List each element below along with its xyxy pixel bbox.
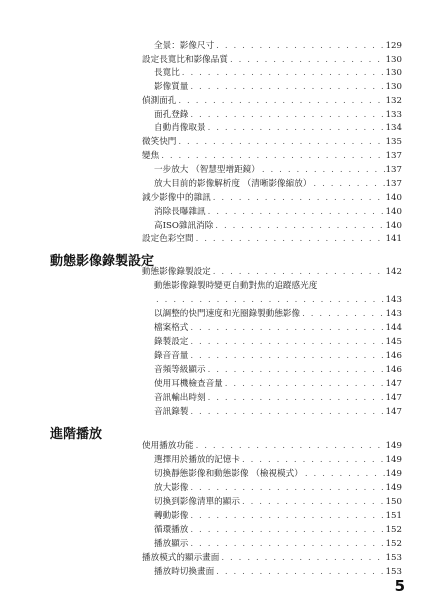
leader-dots — [180, 67, 386, 79]
toc-entry[interactable] — [142, 136, 402, 148]
toc-entry[interactable] — [154, 122, 402, 134]
toc-entry-page: 149 — [385, 469, 402, 479]
leader-dots — [260, 164, 386, 176]
toc-entry[interactable] — [154, 406, 402, 418]
toc-entry[interactable] — [142, 552, 402, 564]
toc-entry-title: 設定長寬比和影像品質 — [142, 55, 228, 65]
toc-entry-page: 145 — [385, 337, 402, 347]
leader-dots — [194, 440, 386, 452]
leader-dots — [188, 322, 385, 334]
toc-entry[interactable] — [142, 192, 402, 204]
toc-entry[interactable] — [154, 566, 402, 578]
toc-entry[interactable] — [154, 40, 402, 52]
toc-entry-title-wrapped[interactable]: 動態影像錄製時變更自動對焦的追蹤感光度 — [154, 281, 318, 291]
toc-entry-page: 149 — [385, 441, 402, 451]
leader-dots — [188, 336, 385, 348]
toc-entry[interactable] — [154, 294, 402, 306]
toc-entry-page: 130 — [385, 68, 402, 78]
toc-entry-title: 偵測面孔 — [142, 96, 177, 106]
leader-dots — [194, 233, 386, 245]
toc-entry-page: 135 — [385, 137, 402, 147]
toc-entry-title: 減少影像中的雜訊 — [142, 193, 211, 203]
toc-entry-title: 錄製設定 — [154, 337, 189, 347]
toc-entry-title: 切換靜態影像和動態影像 （檢視模式） — [154, 469, 303, 479]
toc-entry-title: 轉動影像 — [154, 511, 189, 521]
toc-entry-title: 循環播放 — [154, 525, 189, 535]
toc-entry-title: 播放時切換畫面 — [154, 567, 215, 577]
leader-dots — [188, 81, 385, 93]
toc-entry[interactable] — [154, 482, 402, 494]
toc-entry-title: 一步放大 （智慧型增距鏡） — [154, 165, 260, 175]
leader-dots — [188, 538, 385, 550]
leader-dots — [311, 178, 385, 190]
leader-dots — [240, 454, 386, 466]
toc-entry[interactable] — [154, 206, 402, 218]
toc-entry-page: 141 — [385, 234, 402, 244]
toc-entry-title: 播放模式的顯示畫面 — [142, 553, 220, 563]
toc-entry[interactable] — [154, 164, 402, 176]
toc-entry[interactable] — [154, 378, 402, 390]
toc-entry[interactable] — [142, 233, 402, 245]
toc-entry[interactable] — [154, 308, 402, 320]
toc-entry[interactable] — [154, 510, 402, 522]
leader-dots — [188, 482, 385, 494]
toc-entry[interactable] — [154, 468, 402, 480]
toc-entry-title: 放大目前的影像解析度 （清晰影像縮放） — [154, 179, 312, 189]
toc-entry-page: 150 — [385, 497, 402, 507]
toc-entry-page: 152 — [385, 525, 402, 535]
toc-entry-page: 146 — [385, 365, 402, 375]
toc-entry[interactable] — [154, 454, 402, 466]
leader-dots — [188, 406, 385, 418]
leader-dots — [223, 378, 386, 390]
toc-entry[interactable] — [154, 496, 402, 508]
toc-entry-page: 147 — [385, 393, 402, 403]
leader-dots — [206, 364, 386, 376]
leader-dots — [211, 192, 386, 204]
section-heading-movie: 動態影像錄製設定 — [50, 254, 155, 269]
leader-dots — [219, 552, 385, 564]
leader-dots — [213, 220, 385, 232]
toc-entry-title: 檔案格式 — [154, 323, 189, 333]
toc-entry-title: 全景：影像尺寸 — [154, 41, 215, 51]
toc-entry-title: 以調整的快門速度和光圈錄製動態影像 — [154, 309, 301, 319]
toc-entry[interactable] — [142, 150, 402, 162]
leader-dots — [154, 294, 386, 306]
toc-entry-page: 130 — [385, 82, 402, 92]
toc-entry-title: 變焦 — [142, 151, 160, 161]
toc-entry-title: 設定色彩空間 — [142, 234, 194, 244]
toc-entry-title: 播放顯示 — [154, 539, 189, 549]
toc-entry-page: 140 — [385, 221, 402, 231]
toc-entry-title: 音訊錄製 — [154, 407, 189, 417]
toc-entry-title: 動態影像錄製設定 — [142, 267, 211, 277]
toc-entry-page: 143 — [385, 295, 402, 305]
toc-entry-page: 147 — [385, 407, 402, 417]
toc-entry-page: 152 — [385, 539, 402, 549]
toc-entry-page: 140 — [385, 207, 402, 217]
page-number: 5 — [394, 577, 405, 595]
toc-entry-title: 音訊輸出時刻 — [154, 393, 206, 403]
leader-dots — [188, 350, 385, 362]
toc-entry-page: 151 — [385, 511, 402, 521]
leader-dots — [206, 392, 386, 404]
toc-entry-title: 微笑快門 — [142, 137, 177, 147]
toc-entry-title: 面孔登錄 — [154, 110, 189, 120]
toc-entry-page: 129 — [385, 41, 402, 51]
leader-dots — [214, 40, 385, 52]
toc-entry[interactable] — [154, 336, 402, 348]
leader-dots — [176, 95, 385, 107]
toc-entry[interactable] — [154, 81, 402, 93]
toc-entry-title: 音頻等級顯示 — [154, 365, 206, 375]
toc-entry-title: 選擇用於播放的記憶卡 — [154, 455, 240, 465]
toc-entry[interactable] — [142, 266, 402, 278]
toc-entry[interactable] — [154, 178, 402, 190]
leader-dots — [206, 122, 386, 134]
toc-entry-page: 130 — [385, 55, 402, 65]
toc-entry-page: 144 — [385, 323, 402, 333]
toc-entry-title: 錄音音量 — [154, 351, 189, 361]
leader-dots — [159, 150, 385, 162]
leader-dots — [188, 109, 385, 121]
toc-entry[interactable] — [154, 220, 402, 232]
toc-entry-title: 長寬比 — [154, 68, 180, 78]
toc-entry-page: 140 — [385, 193, 402, 203]
toc-entry-page: 137 — [385, 165, 402, 175]
leader-dots — [188, 510, 385, 522]
toc-entry-title: 消除長曝雜訊 — [154, 207, 206, 217]
toc-entry-title: 影像質量 — [154, 82, 189, 92]
toc-entry-page: 137 — [385, 151, 402, 161]
toc-entry[interactable] — [154, 109, 402, 121]
leader-dots — [214, 566, 385, 578]
toc-entry-page: 146 — [385, 351, 402, 361]
toc-entry-page: 134 — [385, 123, 402, 133]
toc-entry-page: 137 — [385, 179, 402, 189]
toc-entry-page: 149 — [385, 455, 402, 465]
toc-entry-page: 153 — [385, 567, 402, 577]
toc-entry-title: 切換到影像清單的顯示 — [154, 497, 240, 507]
leader-dots — [240, 496, 386, 508]
toc-entry-title: 自動肖像取景 — [154, 123, 206, 133]
toc-entry-page: 133 — [385, 110, 402, 120]
leader-dots — [206, 206, 386, 218]
leader-dots — [228, 54, 386, 66]
toc-entry-title: 高ISO雜訊消除 — [154, 221, 214, 231]
leader-dots — [211, 266, 386, 278]
toc-entry-title: 使用耳機檢查音量 — [154, 379, 223, 389]
toc-entry[interactable] — [154, 67, 402, 79]
toc-entry[interactable] — [154, 524, 402, 536]
toc-entry[interactable] — [142, 54, 402, 66]
toc-entry[interactable] — [154, 350, 402, 362]
toc-entry-page: 143 — [385, 309, 402, 319]
toc-entry-page: 142 — [385, 267, 402, 277]
leader-dots — [303, 468, 386, 480]
toc-entry[interactable] — [154, 538, 402, 550]
leader-dots — [188, 524, 385, 536]
toc-entry-page: 149 — [385, 483, 402, 493]
toc-entry[interactable] — [142, 95, 402, 107]
leader-dots — [300, 308, 385, 320]
section-heading-playback: 進階播放 — [50, 427, 103, 442]
toc-entry-page: 153 — [385, 553, 402, 563]
toc-entry-page: 147 — [385, 379, 402, 389]
toc-entry[interactable] — [154, 392, 402, 404]
toc-entry[interactable] — [142, 440, 402, 452]
toc-entry-title: 使用播放功能 — [142, 441, 194, 451]
toc-entry-page: 132 — [385, 96, 402, 106]
toc-entry[interactable] — [154, 364, 402, 376]
leader-dots — [176, 136, 385, 148]
toc-entry[interactable] — [154, 322, 402, 334]
toc-entry-title: 放大影像 — [154, 483, 189, 493]
